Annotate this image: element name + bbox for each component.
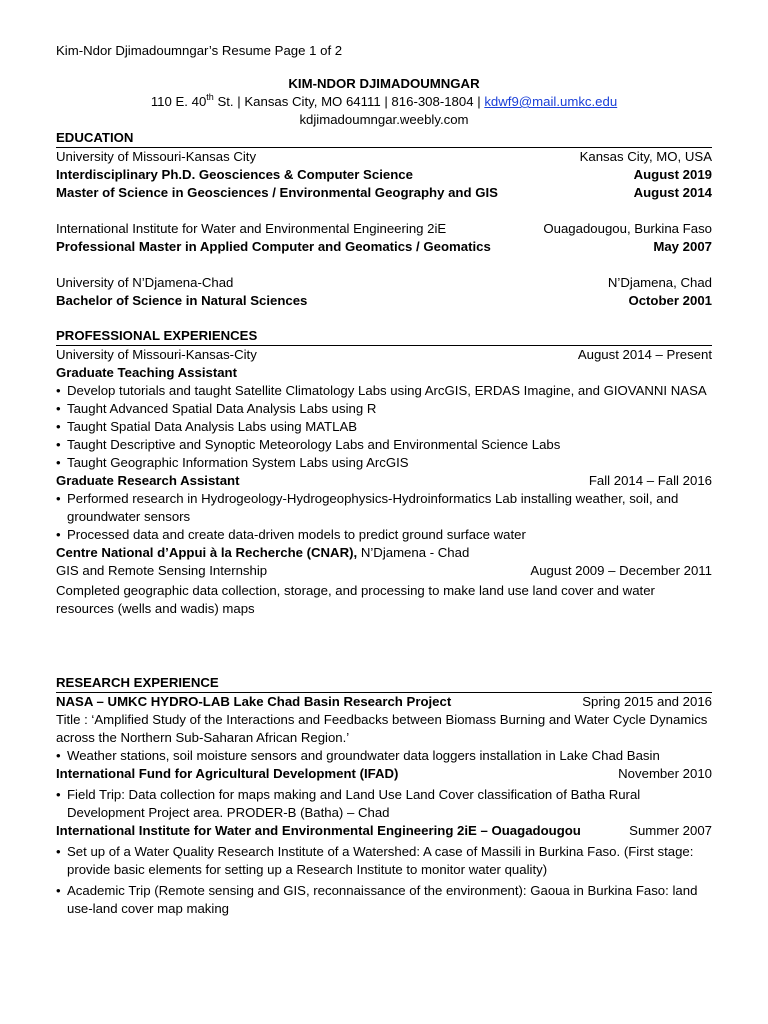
job-title: Graduate Teaching Assistant xyxy=(56,365,238,380)
job-title: Graduate Research Assistant xyxy=(56,473,240,488)
job-row xyxy=(56,346,712,364)
research-row xyxy=(56,693,712,711)
edu-row xyxy=(56,148,712,166)
edu-row xyxy=(56,238,712,256)
section-title: PROFESSIONAL EXPERIENCES xyxy=(56,328,712,346)
edu-institution: University of N’Djamena-Chad xyxy=(56,275,234,290)
edu-row xyxy=(56,220,712,238)
research-section xyxy=(56,675,712,918)
list-item: • Taught Geographic Information System Labs using ArcGIS xyxy=(56,455,409,470)
edu-institution: University of Missouri-Kansas City xyxy=(56,149,257,164)
list-item: • Taught Descriptive and Synoptic Meteorology Labs and Environmental Science Labs xyxy=(56,437,561,452)
research-row xyxy=(56,822,712,840)
job-row xyxy=(56,562,712,580)
edu-institution: International Institute for Water and Environmental Engineering 2iE xyxy=(56,221,447,236)
section-title: EDUCATION xyxy=(56,130,712,148)
research-date: Summer 2007 xyxy=(629,823,712,838)
list-item: • Develop tutorials and taught Satellite Climatology Labs using ArcGIS, ERDAS Imagine, and GIOVANNI NASA xyxy=(56,383,707,398)
contact-line xyxy=(56,91,712,109)
list-item: Completed geographic data collection, storage, and processing to make land use land cover and water resources (wells and wadis) maps xyxy=(56,583,655,616)
list-item: • Performed research in Hydrogeology-Hydrogeophysics-Hydroinformatics Lab installing weather, soil, and groundwater sensors xyxy=(56,491,679,524)
list-item: • Set up of a Water Quality Research Institute of a Watershed: A case of Massili in Burkina Faso. (First stage: provide basic elements for setting up a Research Institute to monitor water quality) xyxy=(56,844,694,877)
list-item: • Field Trip: Data collection for maps making and Land Use Land Cover classification of Batha Rural Development Project area. PRODER-B (Batha) – Chad xyxy=(56,787,641,820)
list-item: • Processed data and create data-driven models to predict ground surface water xyxy=(56,527,526,542)
job-employer: Centre National d’Appui à la Recherche (CNAR), N’Djamena - Chad xyxy=(56,545,470,560)
applicant-name: KIM-NDOR DJIMADOUMNGAR xyxy=(288,76,480,91)
research-row xyxy=(56,765,712,783)
professional-section xyxy=(56,328,712,618)
website: kdjimadoumngar.weebly.com xyxy=(299,112,469,127)
edu-row xyxy=(56,184,712,202)
list-item: • Weather stations, soil moisture sensors and groundwater data loggers installation in Lake Chad Basin xyxy=(56,748,660,763)
job-date: Fall 2014 – Fall 2016 xyxy=(588,473,712,488)
edu-degree: Bachelor of Science in Natural Sciences xyxy=(56,293,308,308)
research-title: Title : ‘Amplified Study of the Interactions and Feedbacks between Biomass Burning and Water Cycle Dynamics across the Northern Sub-Saharan African Region.’ xyxy=(56,712,708,745)
edu-location: Kansas City, MO, USA xyxy=(579,149,712,164)
edu-date: August 2019 xyxy=(633,167,712,182)
job-date: August 2009 – December 2011 xyxy=(530,563,712,578)
list-item: • Academic Trip (Remote sensing and GIS, reconnaissance of the environment): Gaoua in Burkina Faso: land use-land cover map making xyxy=(56,883,698,916)
job-row xyxy=(56,472,712,490)
address-superscript: th xyxy=(206,91,214,102)
edu-degree: Interdisciplinary Ph.D. Geosciences & Computer Science xyxy=(56,167,413,182)
edu-location: Ouagadougou, Burkina Faso xyxy=(543,221,712,236)
edu-date: October 2001 xyxy=(628,293,712,308)
list-item: • Taught Spatial Data Analysis Labs using MATLAB xyxy=(56,419,358,434)
section-title: RESEARCH EXPERIENCE xyxy=(56,675,712,693)
research-project: NASA – UMKC HYDRO-LAB Lake Chad Basin Research Project xyxy=(56,694,452,709)
list-item: • Taught Advanced Spatial Data Analysis Labs using R xyxy=(56,401,377,416)
edu-date: August 2014 xyxy=(633,185,712,200)
research-date: Spring 2015 and 2016 xyxy=(582,694,712,709)
edu-location: N’Djamena, Chad xyxy=(607,275,712,290)
edu-row xyxy=(56,166,712,184)
education-section xyxy=(56,130,712,310)
edu-date: May 2007 xyxy=(653,239,712,254)
edu-row xyxy=(56,274,712,292)
job-title: GIS and Remote Sensing Internship xyxy=(56,563,268,578)
research-date: November 2010 xyxy=(618,766,712,781)
research-project: International Fund for Agricultural Development (IFAD) xyxy=(56,766,399,781)
edu-row xyxy=(56,292,712,310)
address-street: 110 E. 40 xyxy=(150,94,207,109)
edu-degree: Master of Science in Geosciences / Environmental Geography and GIS xyxy=(56,185,498,200)
job-employer: University of Missouri-Kansas-City xyxy=(56,347,257,362)
email-link[interactable]: kdwf9@mail.umkc.edu xyxy=(484,94,618,109)
edu-degree: Professional Master in Applied Computer and Geomatics / Geomatics xyxy=(56,239,491,254)
page-header: Kim-Ndor Djimadoumngar’s Resume Page 1 of 2 xyxy=(56,43,343,58)
address-rest: St. | Kansas City, MO 64111 | 816-308-1804 | xyxy=(213,94,485,109)
job-date: August 2014 – Present xyxy=(577,347,712,362)
research-project: International Institute for Water and Environmental Engineering 2iE – Ouagadougou xyxy=(56,823,581,838)
